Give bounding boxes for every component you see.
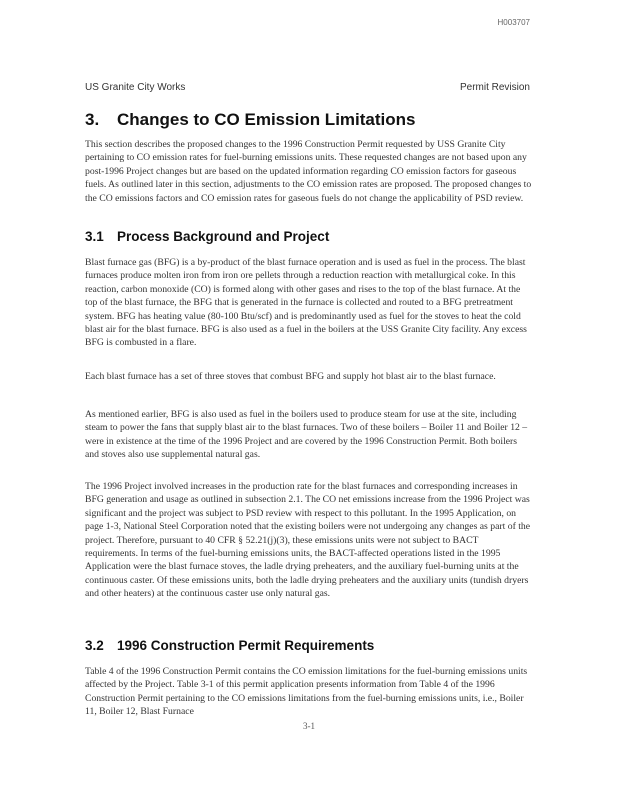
section-3-title: Changes to CO Emission Limitations [117,110,416,129]
section-3-heading [85,110,545,130]
section-3-1-paragraph-2: Each blast furnace has a set of three stoves that combust BFG and supply hot blast air to the blast furnace. [85,371,496,382]
section-3-2-number: 3.2 [85,638,104,653]
section-3-1-paragraph-3: As mentioned earlier, BFG is also used as fuel in the boilers used to produce steam for use at the site, including steam to power the fans that supply blast air to the blast furnaces. Two of these boilers – Boiler 11 and Boiler 12 – were in existence at the time of the 1996 Project and are covered by the 1996 Construction Permit. Both boilers and stoves also use supplemental natural gas. [85,409,528,461]
page-number: 3-1 [303,721,315,731]
running-header-left: US Granite City Works [85,82,186,93]
section-3-1-paragraph-4: The 1996 Project involved increases in the production rate for the blast furnaces and corresponding increases in BFG generation and usage as outlined in subsection 2.1. The CO net emissions increase from the 1996 Project was significant and the project was subject to PSD review with respect to this pollutant. In the 1995 Application, on page 1-3, National Steel Corporation noted that the existing boilers were not undergoing any changes as part of the project. Therefore, pursuant to 40 CFR § 52.21(j)(3), these emissions units were not subject to BACT requirements. In terms of the fuel-burning emissions units, the BACT-affected operations listed in the 1995 Application were the blast furnace stoves, the ladle drying preheaters, and the auxiliary fuel-burning units at the continuous caster. Of these emissions units, both the ladle drying preheaters and the auxiliary units (tundish dryers and other heaters) at the continuous caster use only natural gas. [85,481,531,600]
section-3-1-paragraph-1: Blast furnace gas (BFG) is a by-product of the blast furnace operation and is used as fuel in the process. The blast furnaces produce molten iron from iron ore pellets through a reduction reaction with metallurgical coke. In this reaction, carbon monoxide (CO) is formed along with other gases and rises to the top of the blast furnace. At the top of the blast furnace, the BFG that is generated in the furnace is collected and routed to a BFG pretreatment system. BFG has heating value (80-100 Btu/scf) and is predominantly used as fuel for the stoves to heat the cold blast air for the blast furnace. BFG is also used as a fuel in the boilers at the USS Granite City facility. Any excess BFG is combusted in a flare. [85,257,527,349]
section-3-2-paragraph-1: Table 4 of the 1996 Construction Permit contains the CO emission limitations for the fuel-burning emissions units affected by the Project. Table 3-1 of this permit application presents information from Table 4 of the 1996 Construction Permit pertaining to the CO emissions limitations from the fuel-burning emissions units, i.e., Boiler 11, Boiler 12, Blast Furnace [85,666,528,718]
section-3-1-heading [85,229,545,244]
section-3-1-number: 3.1 [85,229,104,244]
section-3-number: 3. [85,110,100,129]
section-3-2-title: 1996 Construction Permit Requirements [117,638,375,653]
section-3-1-title: Process Background and Project [117,229,330,244]
section-3-intro: This section describes the proposed changes to the 1996 Construction Permit requested by USS Granite City pertaining to CO emission rates for fuel-burning emissions units. These requested changes are not based upon any post-1996 Project changes but are based on the updated information regarding CO emission factors for gaseous fuels. As outlined later in this section, adjustments to the CO emission rates are proposed. The proposed changes to the CO emissions factors and CO emission rates for gaseous fuels do not change the applicability of PSD review. [85,139,532,204]
document-id: H003707 [497,18,530,27]
running-header-right: Permit Revision [459,82,530,93]
section-3-2-heading [85,638,545,653]
